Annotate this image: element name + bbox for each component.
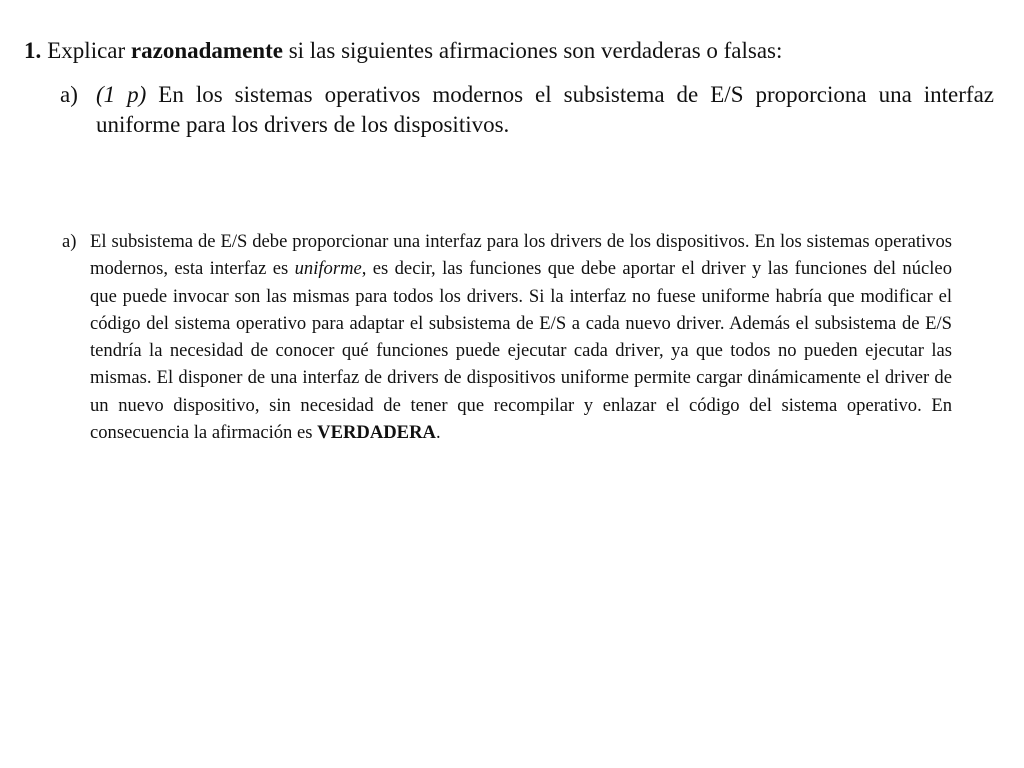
answer-block <box>62 228 952 446</box>
question-intro-bold: razonadamente <box>130 38 283 63</box>
answer-text-part1: El subsistema de E/S debe proporcionar una interfaz para los drivers de los dispositivos. En los sistemas operativos modernos, esta interfaz es <box>90 231 952 280</box>
question-item-a <box>24 80 994 140</box>
question-intro-start: Explicar <box>47 38 131 63</box>
question-item-text: En los sistemas operativos modernos el subsistema de E/S proporciona una interfaz uniforme para los drivers de los dispositivos. <box>96 82 994 137</box>
answer-text-part2: , es decir, las funciones que debe aportar el driver y las funciones del núcleo que puede invocar son las mismas para todos los drivers. Si la interfaz no fuese uniforme habría que modificar el código del sistema operativo para adaptar el subsistema de E/S a cada nuevo driver. Además el subsistema de E/S tendría la necesidad de conocer qué funciones puede ejecutar cada driver, ya que todos no pueden ejecutar las mismas. El disponer de una interfaz de drivers de dispositivos uniforme permite cargar dinámicamente el driver de un nuevo dispositivo, sin necesidad de tener que recompilar y enlazar el código del sistema operativo. En consecuencia la afirmación es <box>90 258 952 444</box>
answer-end: . <box>435 422 441 444</box>
question-item-points: (1 p) <box>96 82 147 107</box>
question-heading <box>24 36 994 66</box>
question-intro-end: si las siguientes afirmaciones son verdaderas o falsas: <box>282 38 783 63</box>
question-item-label: a) <box>60 82 78 107</box>
answer-item-label: a) <box>62 231 77 252</box>
answer-emphasis: uniforme <box>294 258 362 280</box>
question-block <box>24 36 994 140</box>
answer-verdict: VERDADERA <box>317 422 436 444</box>
answer-item-a <box>62 228 952 446</box>
question-number: 1. <box>24 38 42 63</box>
